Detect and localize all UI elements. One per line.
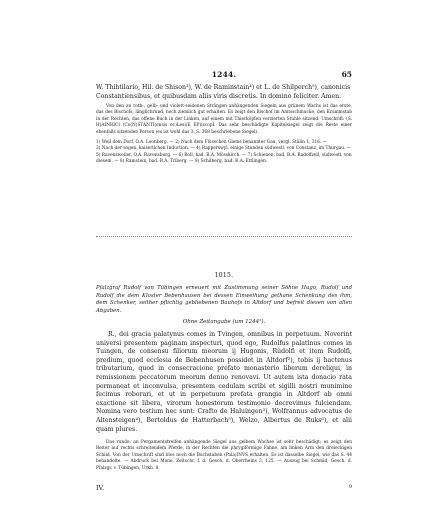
page-header — [96, 70, 352, 82]
seal-note-text: Von den an roth-, gelb- und violett-seidenen Strängen anhängenden Siegeln aus grünem Wachs ist das erste, das des Bischofs, länglichrund, noch ziemlich gut erhalten. Es zeigt den Bischof im Amtsschmucke, den Krummstab in der Rechten, das offene Buch in der Linken, auf einem mit Thierköpfen verzierten Stuhle sitzend. Umschrift: (S. H)AINRICI (Co(N)STANTI(ensis ec)Lesi(E EP)iscopI. Das sehr beschädigte Kapitelsiegel zeigt die Reste einer ebenfalls sitzenden Person (es ist wohl das 3, S. 368 beschriebene Siegel). — [96, 104, 352, 135]
document-number: 1015. — [214, 272, 234, 279]
main-text — [96, 331, 352, 434]
page-number: 65 — [341, 70, 352, 79]
footnote-line: 1) Weil dem Dorf, O.A. Leonberg. — 2) Nach dem Flüsschen Glems benannter Gau, vergl. Stälin 1, 316. — — [96, 140, 327, 145]
top-text — [96, 84, 352, 101]
footnote-line: 3) Nach der sogen. kaiserlichen Induction. — 4) Rapperswyl, einige Stunden südwestl. von Constanz, im Thurgau. — 5) Ravensweiler, O.A. Ravensburg. — 6) Boll, bad. B.A. Mösskirch. — 7) Schienen, bad. B.A. Radolfzell, südwestl. von diesem. — 8) Ramstein, bad. B.A. Triberg. — 9) Schilberg, bad. B.A. Ettlingen. — [96, 146, 352, 165]
footnotes — [96, 140, 352, 166]
seal-note — [96, 104, 352, 136]
archive-note — [96, 440, 352, 472]
archive-note-text: Das runde, an Pergamentstreifen anhängende Siegel aus gelbem Wachse ist sehr beschädigt; es zeigt den Reiter auf rechts schreitendem Pferde, in der Rechten die phrygiförmige Fahne, am linken Arm den dreieckigen Schild. Von der Umschrift sind blos noch die Buchstaben (Pala)INVS erhalten. Es ist dasselbe Siegel, wie das S. 44 behandelte. — Abdruck bei Mone, Zeitschr. f. d. Gesch. d. Oberrheins 3, 125. — Auszug bei Schmid, Gesch. d. Pfalzgr. v. Tübingen, Urkb. 8. — [96, 440, 352, 471]
top-text-line: Constantiensibus, et quibusdam aliis viris discretis. In domino feliciter. Amen. — [96, 92, 342, 100]
dateline: Ohne Zeitangabe (um 1244¹). — [182, 319, 266, 325]
regest: Pfalzgraf Rudolf von Tübingen erneuert mit Zustimmung seiner Söhne Hugo, Rudolf und Rudolf die dem Kloster Bebenhausen bei dessen Einweihung gethane Schenkung des ihm, dem Schenker, seither pflichtig gebliebenen Bauhofs in Altdorf und befreit diesen von allen Abgaben. — [96, 285, 352, 314]
signature-mark: IV. — [96, 484, 105, 492]
header-year: 1244. — [211, 70, 237, 79]
top-text-line: W. Thihtilario, Hil. de Shison³), W. de Raminstain⁴) et L. de Shilperch⁵), canonicis — [96, 84, 351, 91]
signature-number: 9 — [348, 484, 352, 490]
section-divider — [96, 236, 352, 237]
main-text-paragraph: R., dei gracia palatynus comes in Tvingen, omnibus in perpetuum. Noverint universi presentem paginam inspecturi, quod ego, Rudolfus palatinus comes in Tuingen, de consensu filiorum meorum ij Hugonis, Rûdolfi et item Rudolfi, predium, quod ecclesia de Bebenhusen possidet in Altdorf²), tobis ij hactenus tributarium, quod in consecracione prefato monasterio liberum dereliqui, in remissionem peccatorum meorum denuo renovavi. Ut autem ista donacio rata permaneat et inconvulsa, presentem cedulam scribi et sigilli nostri munimine fecimus roborari, et ut in perpetuum prefata grangia in Altdorf ab omni exactione sit libera, virorum honestorum testimonio decrevimus fulciendam. Nomina vero testium hec sunt: Crafto de Haluingen³), Wolfrannus advocatus de Altensteigen⁴), Bertoldus de Hatterbach⁵), Welzo, Albertus de Ruks⁶), et alii quam plures. — [96, 331, 352, 433]
